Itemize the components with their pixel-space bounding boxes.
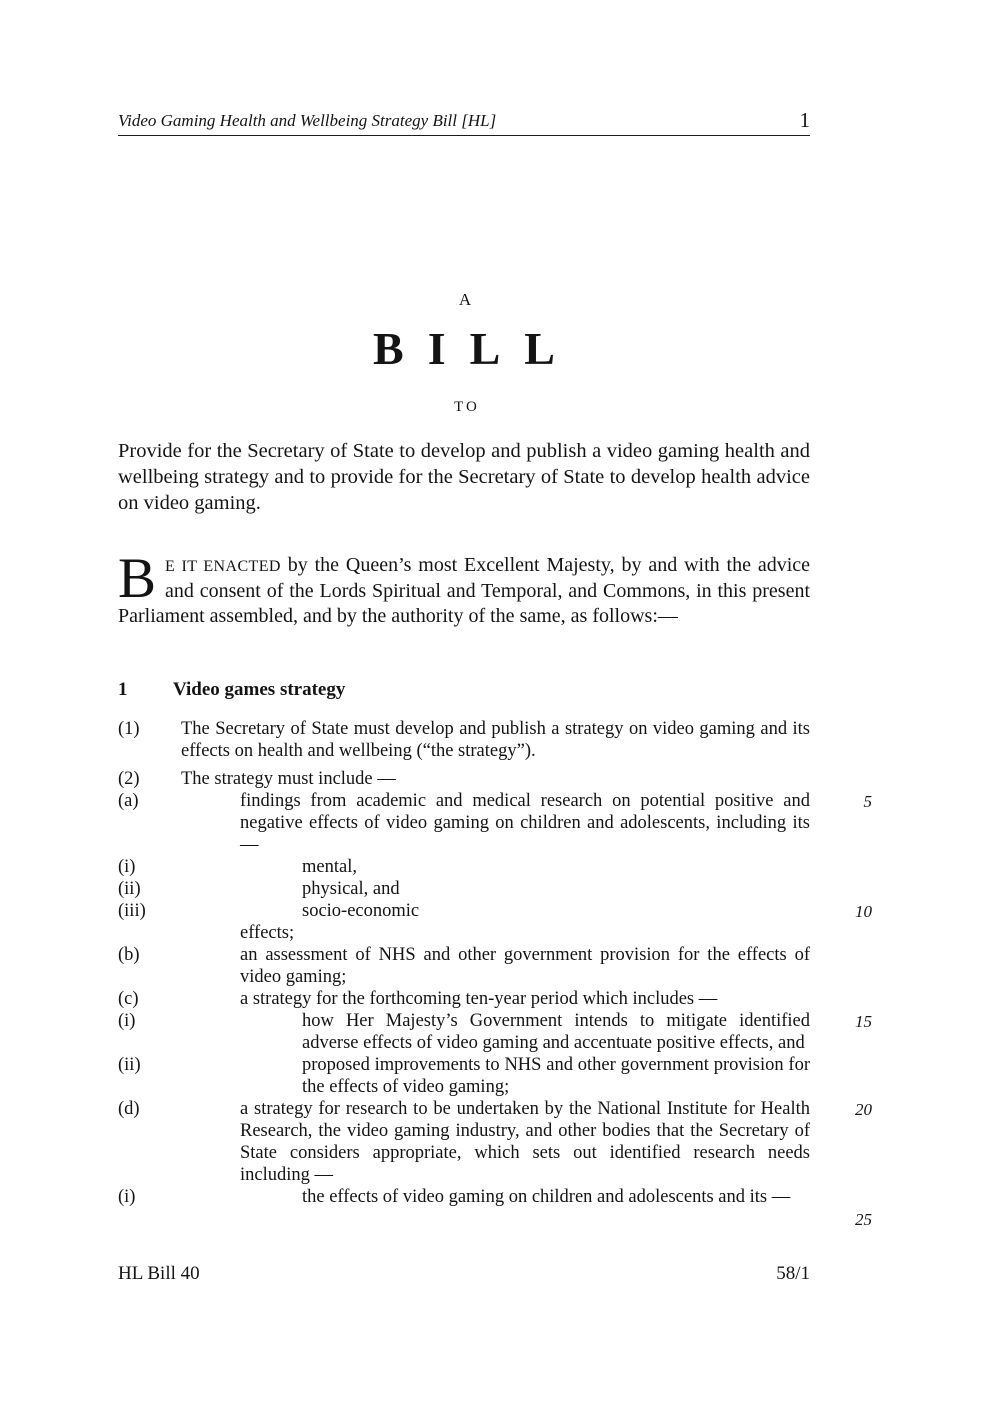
- provision-2b: [118, 944, 810, 988]
- enacting-text: by the Queen’s most Excellent Majesty, by and with the advice and consent of the Lords Spiritual and Temporal, and Commons, in this present Parliament assembled, and by the authority of the same, as follows:—: [118, 554, 811, 627]
- provision-2d-i: [118, 1186, 872, 1229]
- provision-marker: (d): [118, 1099, 140, 1119]
- provision-marker: (iii): [118, 901, 146, 921]
- provision-2: [118, 768, 810, 790]
- line-number-15: 15: [855, 1012, 872, 1031]
- provision-marker: (i): [118, 1187, 136, 1207]
- provision-marker: (b): [118, 945, 140, 965]
- provision-text: The Secretary of State must develop and publish a strategy on video gaming and its effects on health and wellbeing (“the strategy”).: [181, 719, 810, 761]
- provision-text: effects;: [240, 923, 295, 943]
- clause-title: Video games strategy: [173, 679, 346, 700]
- clause-heading: [118, 678, 810, 702]
- provision-2c-i: [118, 1010, 872, 1054]
- running-header-title: Video Gaming Health and Wellbeing Strategy Bill [HL]: [118, 111, 497, 130]
- provision-marker: (i): [118, 1011, 136, 1031]
- provision-marker: (ii): [118, 1055, 141, 1075]
- line-number-20: 20: [855, 1100, 872, 1119]
- provision-2c: [118, 988, 810, 1010]
- provision-marker: (i): [118, 857, 136, 877]
- provision-text: proposed improvements to NHS and other government provision for the effects of video gaming;: [302, 1055, 810, 1097]
- provision-1: [118, 718, 810, 762]
- provision-text: an assessment of NHS and other government provision for the effects of video gaming;: [240, 945, 810, 987]
- provision-text: findings from academic and medical research on potential positive and negative effects of video gaming on children and adolescents, including its —: [240, 791, 810, 855]
- clause-1: [118, 678, 872, 1229]
- running-header: [118, 110, 810, 136]
- line-number-10: 10: [855, 902, 872, 921]
- provision-marker: (2): [118, 769, 140, 789]
- provision-text: socio-economic: [302, 901, 420, 921]
- provision-2d: [118, 1098, 872, 1186]
- provision-text: mental,: [302, 857, 357, 877]
- enacting-clause: [118, 547, 811, 629]
- provision-2a-closing: [118, 922, 810, 944]
- provision-marker: (a): [118, 791, 139, 811]
- provision-text: the effects of video gaming on children and adolescents and its —: [302, 1187, 791, 1207]
- provision-2a-ii: [118, 878, 810, 900]
- line-number-5: 5: [863, 792, 872, 811]
- dropcap-initial: B: [118, 547, 157, 610]
- enacting-smallcaps: E IT ENACTED: [165, 558, 281, 575]
- provision-marker: (1): [118, 719, 140, 739]
- bill-reference: HL Bill 40: [118, 1263, 200, 1284]
- clause-number: 1: [118, 679, 128, 700]
- provision-text: a strategy for research to be undertaken by the National Institute for Health Research, the video gaming industry, and other bodies that the Secretary of State considers appropriate, which sets out identified research needs including —: [240, 1099, 810, 1185]
- provision-2c-ii: [118, 1054, 810, 1098]
- bill-to: TO: [454, 399, 480, 415]
- long-title: Provide for the Secretary of State to develop and publish a video gaming health and wellbeing strategy and to provide for the Secretary of State to develop health advice on video gaming.: [118, 440, 810, 514]
- provision-text: a strategy for the forthcoming ten-year period which includes —: [240, 989, 718, 1009]
- running-footer: [118, 1262, 810, 1285]
- session-reference: 58/1: [776, 1263, 810, 1284]
- provision-2a: [118, 790, 872, 856]
- provision-text: physical, and: [302, 879, 400, 899]
- provision-2a-i: [118, 856, 810, 878]
- line-number-25: 25: [855, 1210, 872, 1229]
- article-a: A: [458, 290, 474, 309]
- provision-2a-iii: [118, 900, 872, 922]
- provision-marker: (c): [118, 989, 139, 1009]
- provision-text: how Her Majesty’s Government intends to mitigate identified adverse effects of video gaming and accentuate positive effects, and: [302, 1011, 810, 1053]
- provision-marker: (ii): [118, 879, 141, 899]
- bill-word-title: BILL: [373, 323, 579, 374]
- provision-text: The strategy must include —: [181, 769, 396, 789]
- page-number: 1: [799, 108, 810, 132]
